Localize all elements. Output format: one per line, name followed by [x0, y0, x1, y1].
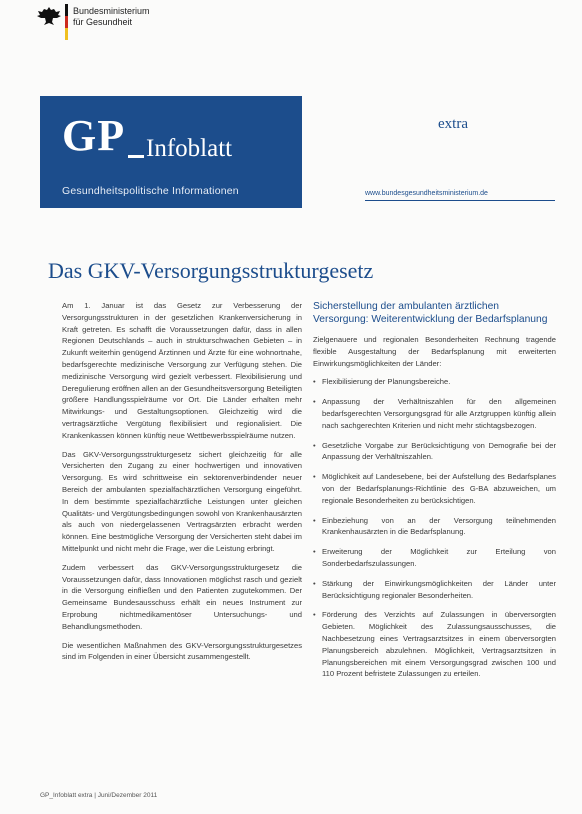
right-column — [313, 300, 556, 688]
german-flag-bar — [65, 4, 68, 40]
ministry-name — [73, 6, 150, 28]
paragraph: Zudem verbessert das GKV-Versorgungsstrukturgesetz die Voraussetzungen dafür, dass Innovationen möglichst rasch und gezielt in die Versorgung einfließen und den Patienten zugutekommen. Der Gemeinsame Bundesausschuss erhält ein neues Instrument zur Erprobung nichtmedikamentöser Untersuchungs- und Behandlungsmethoden. — [62, 562, 302, 631]
left-column — [62, 300, 302, 670]
page-footer: GP_Infoblatt extra | Juni/Dezember 2011 — [40, 792, 158, 799]
masthead-infoblatt: Infoblatt — [146, 135, 233, 162]
ministry-line-1: Bundesministerium — [73, 6, 150, 16]
list-item: • Möglichkeit auf Landesebene, bei der Aufstellung des Bedarfsplanes von der Bedarfsplanungs-Richtlinie des G-BA abzuweichen, um regionale Besonderheiten zu berücksichtigen. — [313, 471, 556, 506]
list-item: • Anpassung der Verhältniszahlen für den allgemeinen bedarfsgerechten Versorgungsgrad für alle Arztgruppen künftig allein nach sachgerechten Kriterien und nicht mehr stichtagsbezogen. — [313, 396, 556, 431]
ministry-line-2: für Gesundheit — [73, 17, 133, 27]
list-item: • Erweiterung der Möglichkeit zur Erteilung von Sonderbedarfszulassungen. — [313, 546, 556, 570]
section-heading: Sicherstellung der ambulanten ärztlichen Versorgung: Weiterentwicklung der Bedarfsplanung — [313, 301, 548, 325]
masthead-gp: GP — [62, 111, 126, 160]
paragraph: Am 1. Januar ist das Gesetz zur Verbesserung der Versorgungsstrukturen in der gesetzlichen Krankenversicherung in Kraft getreten. Es schafft die Voraussetzungen dafür, dass in allen Regionen Deutschlands – auch in strukturschwachen Gebieten – in Zukunft weiterhin genügend Ärztinnen und Ärzte für eine wohnortnahe, bedarfsgerechte medizinische Versorgung zur Verfügung stehen. Die medizinische Versorgung wird gezielt verbessert. Flexibilisierung und Deregulierung eröffnen allen an der Gesundheitsversorgung Beteiligten größere Handlungsspielräume vor Ort. Die Länder erhalten mehr Mitwirkungs- und Gestaltungsoptionen. Gleichzeitig wird die vertragsärztliche Vergütung flexibilisiert und regionalisiert. Die Krankenkassen können künftig neue Wettbewerbsspielräume nutzen. — [62, 301, 302, 440]
list-item: • Gesetzliche Vorgabe zur Berücksichtigung von Demografie bei der Anpassung der Verhältniszahlen. — [313, 440, 556, 464]
ministry-url: www.bundesgesundheitsministerium.de — [365, 190, 488, 197]
masthead-extra: extra — [438, 116, 468, 132]
masthead-rule — [365, 200, 555, 201]
section-intro: Zielgenauere und regionalen Besonderheiten Rechnung tragende flexible Ausgestaltung der Bedarfsplanung mit erweiterten Einwirkungsmöglichkeiten der Länder: — [313, 335, 556, 368]
page-title: Das GKV-Versorgungsstrukturgesetz — [48, 258, 374, 283]
measures-list — [313, 376, 556, 680]
list-item: • Einbeziehung von an der Versorgung teilnehmenden Krankenhausärzten in die Bedarfsplanung. — [313, 515, 556, 539]
masthead-subtitle: Gesundheitspolitische Informationen — [62, 185, 239, 197]
list-item: • Förderung des Verzichts auf Zulassungen in überversorgten Gebieten. Möglichkeit des Zulassungsausschusses, die Nachbesetzung eines Vertragsarztsitzes in einem überversorgten Planungsbereich abzulehnen. Möglichkeit, Vertragsarztsitzen in Planungsbereichen mit einem Versorgungsgrad zwischen 100 und 110 Prozent befristete Zulassungen zu erteilen. — [313, 609, 556, 680]
list-item: • Stärkung der Einwirkungsmöglichkeiten der Länder unter Berücksichtigung regionaler Besonderheiten. — [313, 578, 556, 602]
paragraph: Das GKV-Versorgungsstrukturgesetz sichert gleichzeitig für alle Versicherten den Zugang zu einer hochwertigen und innovativen Versorgung. Es wird schrittweise ein sektorenverbindender neuer Bereich der ambulanten spezialfachärztlichen Versorgung eingeführt. In dem bestimmte spezialfachärztliche Leistungen unter gleichen Qualitäts- und Vergütungsbedingungen sowohl von Krankenhausärzten als auch von niedergelassenen Vertragsärzten erbracht werden können. Eine bestmögliche Versorgung der Versicherten steht dabei im Mittelpunkt und nicht mehr die Frage, wer die Leistung erbringt. — [62, 449, 302, 553]
paragraph: Die wesentlichen Maßnahmen des GKV-Versorgungsstrukturgesetzes sind im Folgenden in einer Übersicht zusammengestellt. — [62, 640, 302, 662]
federal-eagle-icon — [36, 6, 62, 26]
list-item: • Flexibilisierung der Planungsbereiche. — [313, 376, 556, 388]
masthead-underscore — [128, 155, 144, 158]
